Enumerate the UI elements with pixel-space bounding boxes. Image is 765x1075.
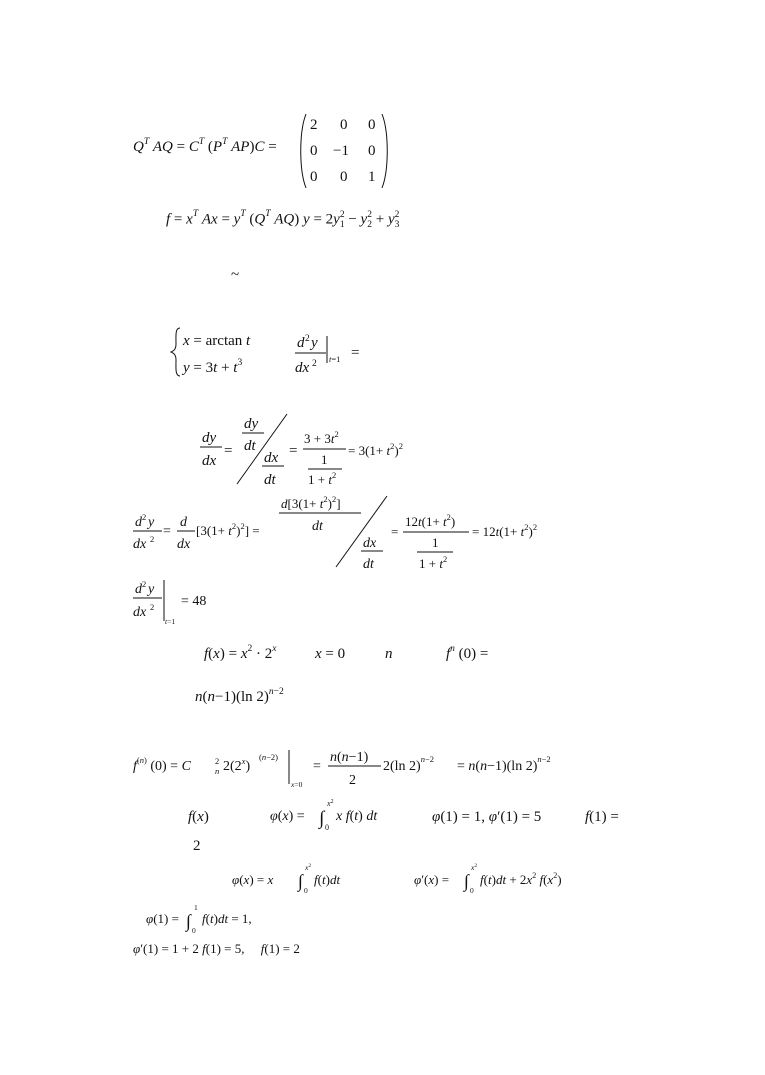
svg-text:=: = (289, 443, 298, 459)
svg-text:dx: dx (295, 360, 310, 376)
matrix-diagonal (298, 112, 393, 190)
solution3-phi-prime (414, 860, 614, 896)
svg-text:n(n−1): n(n−1) (330, 750, 369, 765)
svg-text:y: y (148, 582, 155, 597)
svg-text:0: 0 (325, 823, 329, 832)
matrix-cell: 0 (310, 143, 318, 159)
svg-text:t=1: t=1 (329, 354, 341, 364)
svg-text:1 + t2: $1 + t^2$ (419, 554, 448, 571)
svg-text:f(n) (0) = C: $f^{(n)}$ (0) = C (133, 755, 191, 774)
svg-text:= 3(1+ t2)2: = $3(1+ t^2)^2$ (348, 441, 403, 458)
svg-text:f(t)dt = 1,: f(t)dt = 1, (202, 911, 252, 926)
svg-text:f(t)dt: f(t)dt (314, 872, 341, 887)
matrix-cell: −1 (333, 143, 349, 159)
svg-text:1: 1 (194, 903, 198, 912)
problem2-point: x = 0 (315, 646, 346, 662)
second-derivative-target (295, 330, 370, 378)
svg-text:dx: dx (264, 450, 279, 466)
svg-text:0: 0 (192, 926, 196, 935)
matrix-cell: 1 (368, 169, 376, 185)
problem2-solution (133, 742, 593, 792)
equation-quadratic-form: $f = x^T$ $Ax = y^T$ ($Q^T$ AQ) y = 2y 2 1 − y 2 2 + y 2 3 (166, 209, 400, 230)
svg-text:= n(n−1)(ln 2)n−2: = n(n−1)(ln 2)$^{n-2}$ (457, 754, 551, 774)
svg-text:φ′(x) =: φ′(x) = (414, 872, 450, 887)
svg-text:1: 1 (432, 535, 439, 550)
matrix-cell: 0 (368, 117, 376, 133)
solution3-line1 (146, 901, 306, 937)
equation-qtaq: $Q^T$ AQ = $C^T$ ($P^T$ AP)C = (133, 137, 277, 155)
svg-text:dx: dx (133, 537, 147, 552)
svg-text:2: 2 (142, 512, 147, 522)
svg-text:2: 2 (349, 773, 356, 788)
svg-text:t=1: t=1 (165, 617, 176, 626)
svg-text:2: 2 (142, 579, 147, 589)
problem2-function: $f(x) = x^2 \cdot 2^x$ (204, 644, 277, 662)
problem2-target: $f^n$ (0) = (446, 644, 489, 662)
svg-text:x f(t) dt: x f(t) dt (336, 809, 378, 824)
matrix-cell: 0 (310, 169, 318, 185)
svg-text:x = arctan t: x = arctan t (183, 333, 251, 349)
svg-text:d[3(1+ t2)2]: $d[3(1+ t^2)^2]$ (281, 494, 341, 511)
first-derivative-derivation (200, 408, 440, 490)
problem3-target: f(1) = (585, 809, 619, 825)
svg-text:12t(1+ t2): $12t(1+ t^2)$ (405, 512, 456, 529)
svg-text:(n−2): (n−2) (259, 752, 278, 762)
svg-text:dx: dx (202, 453, 217, 469)
svg-text:dt: dt (264, 472, 276, 488)
svg-text:= 12t(1+ t2)2: = $12t(1+ t^2)^2$ (472, 522, 538, 539)
parametric-system (170, 326, 270, 378)
svg-text:=: = (391, 524, 399, 539)
svg-text:d: d (135, 582, 142, 597)
problem3-answer: 2 (193, 838, 201, 854)
second-derivative-derivation (133, 492, 573, 576)
svg-text:∫: ∫ (298, 871, 303, 891)
svg-text:x=0: x=0 (291, 780, 303, 789)
svg-text:dx: dx (133, 605, 147, 620)
svg-text:2: 2 (150, 602, 155, 612)
svg-text:=: = (351, 345, 360, 361)
svg-text:2: 2 (305, 334, 310, 344)
svg-text:2: 2 (150, 534, 155, 544)
matrix-cell: 2 (310, 117, 318, 133)
svg-text:dt: dt (312, 519, 323, 534)
svg-text:∫: ∫ (319, 808, 325, 829)
svg-text:f(t)dt + 2x2 f(x2): $f(t)dt + 2x^2$ $f(x^2)$ (480, 871, 562, 887)
matrix-cell: 0 (340, 117, 348, 133)
svg-text:∫: ∫ (464, 871, 469, 891)
svg-text:y: y (311, 335, 318, 351)
svg-text:dx: dx (363, 536, 377, 551)
svg-text:dy: dy (244, 416, 259, 432)
svg-text:y = 3t + t3: $y = 3t + t^3$ (183, 358, 243, 376)
svg-text:φ(x) = x: φ(x) = x (232, 872, 274, 887)
svg-text:[3(1+ t2)2] =: $[3(1+ t^2)^2]$ = (196, 521, 260, 538)
problem2-order: n (385, 646, 393, 662)
problem2-answer: n(n−1)(ln 2)$^{n-2}$ (195, 687, 284, 705)
svg-text:y: y (148, 515, 155, 530)
svg-text:0: 0 (470, 886, 474, 895)
solution3-line2: φ′(1) = 1 + 2 f(1) = 5, f(1) = 2 (133, 941, 300, 956)
svg-text:=: = (313, 759, 321, 774)
svg-text:1 + t2: $1 + t^2$ (308, 470, 337, 487)
tilde-mark: ~ (231, 267, 240, 283)
svg-text:2(ln 2)n−2: 2(ln 2)$^{n-2}$ (383, 754, 435, 774)
svg-text:∫: ∫ (186, 911, 191, 931)
svg-text:x2: $x^2$ (471, 863, 478, 872)
matrix-cell: 0 (368, 143, 376, 159)
problem3-conditions: φ(1) = 1, φ′(1) = 5 (432, 809, 542, 825)
svg-text:d: d (180, 515, 187, 530)
svg-text:= 48: = 48 (181, 594, 207, 609)
svg-text:x2: $x^2$ (305, 863, 312, 872)
svg-text:φ(x) =: φ(x) = (270, 809, 305, 824)
svg-text:0: 0 (304, 886, 308, 895)
second-derivative-value (133, 578, 223, 626)
svg-text:n: n (215, 766, 220, 776)
svg-text:2: 2 (312, 359, 317, 369)
problem3-phi-definition (270, 796, 420, 836)
svg-text:d: d (135, 515, 142, 530)
svg-text:dt: dt (244, 438, 256, 454)
svg-text:φ(1) =: φ(1) = (146, 911, 179, 926)
matrix-cell: 0 (340, 169, 348, 185)
svg-text:x2: $x^2$ (327, 799, 334, 808)
svg-text:1: 1 (321, 452, 328, 467)
svg-text:dx: dx (177, 537, 191, 552)
svg-text:=: = (163, 524, 171, 539)
svg-text:3 + 3t2: $3 + 3t^2$ (304, 429, 339, 446)
svg-text:2(2x): 2(2$^x$) (223, 756, 251, 774)
problem3-f: f(x) (188, 809, 209, 825)
svg-text:2: 2 (215, 756, 220, 766)
svg-text:=: = (224, 443, 233, 459)
svg-text:dy: dy (202, 430, 217, 446)
solution3-phi (232, 860, 382, 896)
svg-text:d: d (297, 335, 305, 351)
svg-text:dt: dt (363, 557, 374, 572)
